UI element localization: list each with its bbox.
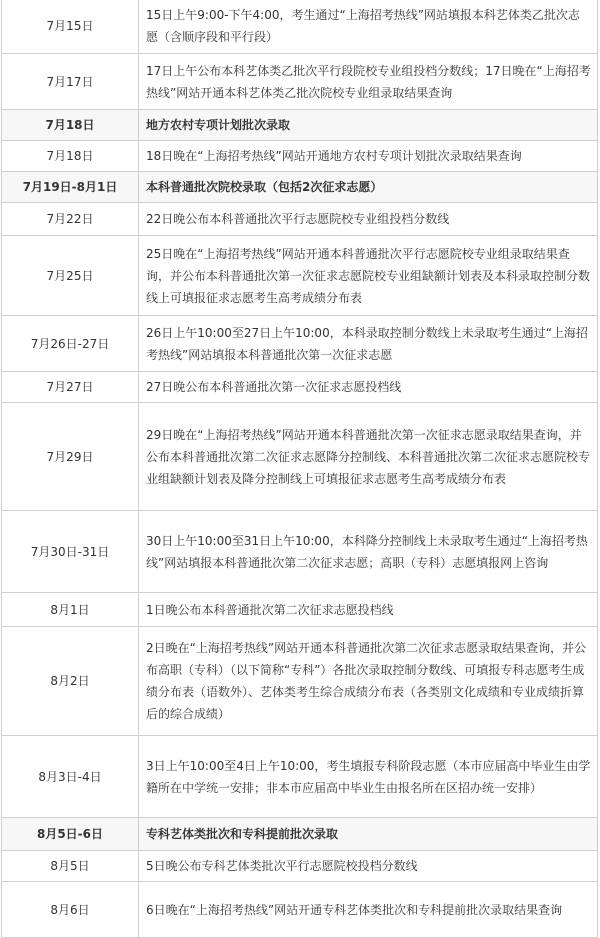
date-cell: 8月2日	[2, 627, 139, 736]
date-cell: 7月30日-31日	[2, 511, 139, 593]
schedule-row	[2, 593, 598, 627]
section-title-cell: 本科普通批次院校录取（包括2次征求志愿）	[139, 172, 598, 203]
section-header-row	[2, 110, 598, 141]
date-cell: 7月27日	[2, 372, 139, 403]
schedule-row	[2, 141, 598, 172]
schedule-row	[2, 236, 598, 316]
date-cell: 8月3日-4日	[2, 736, 139, 818]
description-cell: 29日晚在“上海招考热线”网站开通本科普通批次第一次征求志愿录取结果查询，并公布本科普通批次第二次征求志愿降分控制线、本科普通批次第二次征求志愿院校专业组缺额计划表及降分控制线上可填报征求志愿考生高考成绩分布表	[139, 403, 598, 511]
date-cell: 7月15日	[2, 0, 139, 54]
schedule-row	[2, 851, 598, 882]
date-cell: 8月5日	[2, 851, 139, 882]
date-cell: 7月22日	[2, 203, 139, 236]
date-cell: 8月5日-6日	[2, 818, 139, 851]
schedule-row	[2, 203, 598, 236]
description-cell: 18日晚在“上海招考热线”网站开通地方农村专项计划批次录取结果查询	[139, 141, 598, 172]
schedule-row	[2, 627, 598, 736]
date-cell: 7月19日-8月1日	[2, 172, 139, 203]
date-cell: 7月26日-27日	[2, 316, 139, 372]
schedule-row	[2, 0, 598, 54]
admission-schedule-table	[1, 0, 598, 938]
date-cell: 8月1日	[2, 593, 139, 627]
description-cell: 15日上午9:00-下午4:00，考生通过“上海招考热线”网站填报本科艺体类乙批次志愿（含顺序段和平行段）	[139, 0, 598, 54]
date-cell: 7月18日	[2, 141, 139, 172]
description-cell: 27日晚公布本科普通批次第一次征求志愿投档线	[139, 372, 598, 403]
description-cell: 2日晚在“上海招考热线”网站开通本科普通批次第二次征求志愿录取结果查询，并公布高职（专科）（以下简称“专科”）各批次录取控制分数线、可填报专科志愿考生成绩分布表（语数外）、艺体类考生综合成绩分布表（各类别文化成绩和专业成绩折算后的综合成绩）	[139, 627, 598, 736]
schedule-body	[2, 0, 598, 938]
description-cell: 5日晚公布专科艺体类批次平行志愿院校投档分数线	[139, 851, 598, 882]
description-cell: 26日上午10:00至27日上午10:00，本科录取控制分数线上未录取考生通过“上海招考热线”网站填报本科普通批次第一次征求志愿	[139, 316, 598, 372]
date-cell: 7月17日	[2, 54, 139, 110]
schedule-row	[2, 403, 598, 511]
schedule-row	[2, 316, 598, 372]
schedule-row	[2, 736, 598, 818]
description-cell: 17日上午公布本科艺体类乙批次平行段院校专业组投档分数线；17日晚在“上海招考热线”网站开通本科艺体类乙批次院校专业组录取结果查询	[139, 54, 598, 110]
schedule-row	[2, 882, 598, 938]
schedule-row	[2, 372, 598, 403]
date-cell: 7月29日	[2, 403, 139, 511]
schedule-row	[2, 511, 598, 593]
date-cell: 8月6日	[2, 882, 139, 938]
section-header-row	[2, 172, 598, 203]
date-cell: 7月18日	[2, 110, 139, 141]
description-cell: 22日晚公布本科普通批次平行志愿院校专业组投档分数线	[139, 203, 598, 236]
description-cell: 30日上午10:00至31日上午10:00，本科降分控制线上未录取考生通过“上海招考热线”网站填报本科普通批次第二次征求志愿；高职（专科）志愿填报网上咨询	[139, 511, 598, 593]
schedule-row	[2, 54, 598, 110]
description-cell: 6日晚在“上海招考热线”网站开通专科艺体类批次和专科提前批次录取结果查询	[139, 882, 598, 938]
date-cell: 7月25日	[2, 236, 139, 316]
section-title-cell: 地方农村专项计划批次录取	[139, 110, 598, 141]
description-cell: 3日上午10:00至4日上午10:00，考生填报专科阶段志愿（本市应届高中毕业生由学籍所在中学统一安排；非本市应届高中毕业生由报名所在区招办统一安排）	[139, 736, 598, 818]
description-cell: 25日晚在“上海招考热线”网站开通本科普通批次平行志愿院校专业组录取结果查询，并公布本科普通批次第一次征求志愿院校专业组缺额计划表及本科录取控制分数线上可填报征求志愿考生高考成绩分布表	[139, 236, 598, 316]
section-header-row	[2, 818, 598, 851]
description-cell: 1日晚公布本科普通批次第二次征求志愿投档线	[139, 593, 598, 627]
section-title-cell: 专科艺体类批次和专科提前批次录取	[139, 818, 598, 851]
